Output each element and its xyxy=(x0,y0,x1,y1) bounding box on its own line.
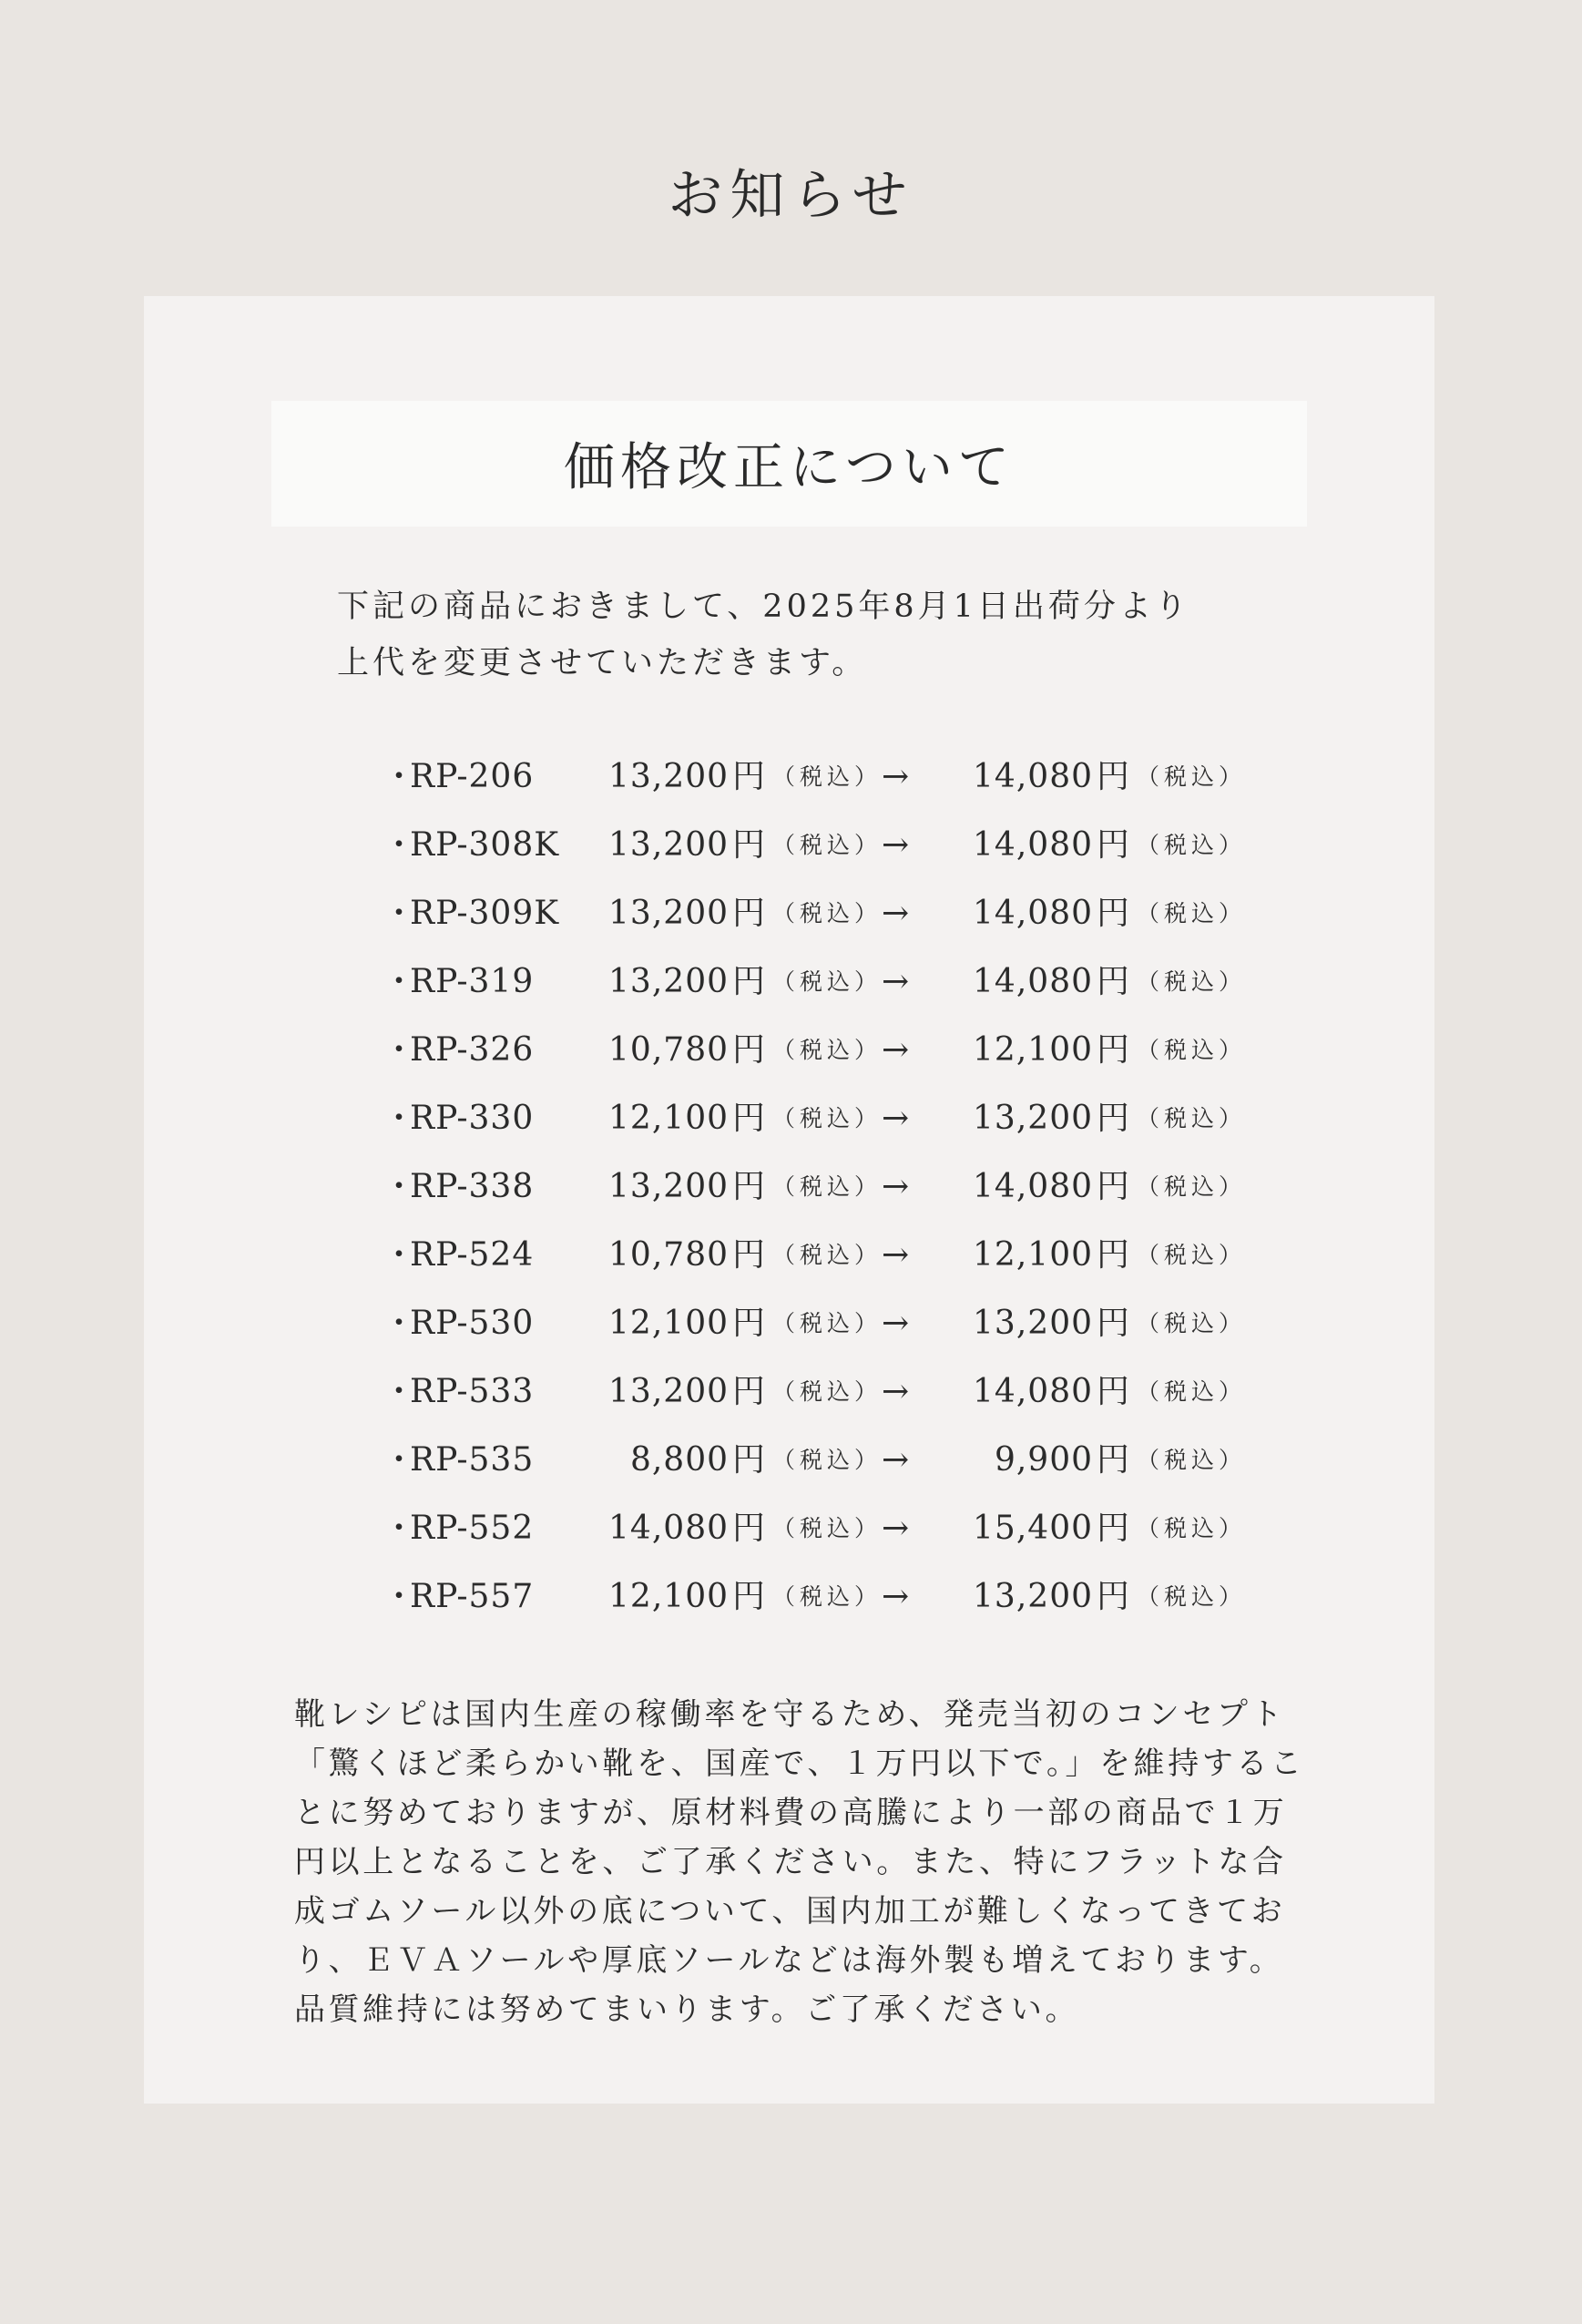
bullet: ・ xyxy=(383,1441,416,1479)
tax-label: （税込） xyxy=(772,832,883,858)
price-row xyxy=(383,742,1247,811)
yen-unit: 円 xyxy=(732,1441,766,1479)
intro-line: 下記の商品におきまして、2025年8月1日出荷分より xyxy=(337,589,1190,625)
new-price: 14,080 xyxy=(973,1168,1093,1205)
tax-label: （税込） xyxy=(1137,1378,1247,1405)
tax-label: （税込） xyxy=(772,1447,883,1473)
arrow-icon: → xyxy=(882,1510,910,1547)
bullet: ・ xyxy=(383,1168,416,1205)
new-price: 12,100 xyxy=(973,1031,1093,1069)
page-heading: お知らせ xyxy=(668,164,914,228)
old-price: 10,780 xyxy=(608,1031,729,1069)
old-price: 12,100 xyxy=(608,1100,729,1137)
product-code: RP-338 xyxy=(410,1168,535,1205)
product-code: RP-557 xyxy=(410,1578,535,1615)
arrow-icon: → xyxy=(882,1305,910,1342)
tax-label: （税込） xyxy=(772,1378,883,1405)
closing-text xyxy=(294,1690,1305,2034)
bullet: ・ xyxy=(383,758,416,795)
yen-unit: 円 xyxy=(1097,826,1130,864)
product-code: RP-330 xyxy=(410,1100,535,1137)
yen-unit: 円 xyxy=(1097,1100,1130,1137)
price-row xyxy=(383,879,1247,947)
product-code: RP-524 xyxy=(410,1236,535,1274)
tax-label: （税込） xyxy=(772,1310,883,1336)
yen-unit: 円 xyxy=(1097,1236,1130,1274)
product-code: RP-552 xyxy=(410,1510,535,1547)
intro-line: 上代を変更させていただきます。 xyxy=(337,645,868,681)
bullet: ・ xyxy=(383,1236,416,1274)
new-price: 14,080 xyxy=(973,1373,1093,1410)
price-row xyxy=(383,947,1247,1016)
price-row xyxy=(383,1289,1247,1357)
tax-label: （税込） xyxy=(1137,900,1247,927)
price-row xyxy=(383,1426,1247,1494)
price-change-list xyxy=(383,742,1247,1631)
product-code: RP-533 xyxy=(410,1373,535,1410)
closing-line: 品質維持には努めてまいります。ご了承ください。 xyxy=(294,1991,1080,2028)
bullet: ・ xyxy=(383,1578,416,1615)
card-title: 価格改正について xyxy=(564,438,1015,497)
price-row xyxy=(383,1016,1247,1084)
yen-unit: 円 xyxy=(732,1373,766,1410)
product-code: RP-308K xyxy=(410,826,560,864)
price-row xyxy=(383,1221,1247,1289)
product-code: RP-206 xyxy=(410,758,535,795)
yen-unit: 円 xyxy=(1097,963,1130,1000)
yen-unit: 円 xyxy=(1097,1168,1130,1205)
yen-unit: 円 xyxy=(732,1100,766,1137)
arrow-icon: → xyxy=(882,758,910,795)
bullet: ・ xyxy=(383,1031,416,1069)
new-price: 13,200 xyxy=(973,1305,1093,1342)
tax-label: （税込） xyxy=(772,763,883,790)
yen-unit: 円 xyxy=(1097,1510,1130,1547)
bullet: ・ xyxy=(383,1373,416,1410)
tax-label: （税込） xyxy=(1137,1515,1247,1541)
old-price: 13,200 xyxy=(608,963,729,1000)
tax-label: （税込） xyxy=(772,900,883,927)
bullet: ・ xyxy=(383,826,416,864)
closing-line: 成ゴムソール以外の底について、国内加工が難しくなってきてお xyxy=(294,1893,1286,1930)
arrow-icon: → xyxy=(882,1578,910,1615)
closing-line: とに努めておりますが、原材料費の高騰により一部の商品で１万 xyxy=(294,1795,1288,1831)
price-row xyxy=(383,1084,1247,1152)
price-row xyxy=(383,1152,1247,1221)
new-price: 14,080 xyxy=(973,895,1093,932)
old-price: 13,200 xyxy=(608,1373,729,1410)
closing-line: り、ＥＶＡソールや厚底ソールなどは海外製も増えております。 xyxy=(294,1942,1284,1979)
new-price: 14,080 xyxy=(973,758,1093,795)
price-row xyxy=(383,1494,1247,1562)
arrow-icon: → xyxy=(882,1168,910,1205)
yen-unit: 円 xyxy=(1097,758,1130,795)
product-code: RP-535 xyxy=(410,1441,535,1479)
yen-unit: 円 xyxy=(732,758,766,795)
old-price: 12,100 xyxy=(608,1305,729,1342)
new-price: 12,100 xyxy=(973,1236,1093,1274)
old-price: 14,080 xyxy=(608,1510,729,1547)
price-row xyxy=(383,1562,1247,1631)
arrow-icon: → xyxy=(882,1100,910,1137)
yen-unit: 円 xyxy=(732,963,766,1000)
arrow-icon: → xyxy=(882,826,910,864)
tax-label: （税込） xyxy=(1137,832,1247,858)
tax-label: （税込） xyxy=(1137,1173,1247,1200)
bullet: ・ xyxy=(383,1100,416,1137)
tax-label: （税込） xyxy=(772,1037,883,1063)
yen-unit: 円 xyxy=(1097,1441,1130,1479)
yen-unit: 円 xyxy=(732,1236,766,1274)
old-price: 13,200 xyxy=(608,826,729,864)
bullet: ・ xyxy=(383,895,416,932)
tax-label: （税込） xyxy=(1137,1310,1247,1336)
tax-label: （税込） xyxy=(772,968,883,995)
closing-line: 「驚くほど柔らかい靴を、国産で、１万円以下で。」を維持するこ xyxy=(294,1746,1305,1782)
tax-label: （税込） xyxy=(1137,1242,1247,1268)
tax-label: （税込） xyxy=(1137,1105,1247,1131)
tax-label: （税込） xyxy=(1137,968,1247,995)
bullet: ・ xyxy=(383,1510,416,1547)
tax-label: （税込） xyxy=(1137,763,1247,790)
product-code: RP-309K xyxy=(410,895,560,932)
yen-unit: 円 xyxy=(732,895,766,932)
new-price: 9,900 xyxy=(994,1441,1093,1479)
tax-label: （税込） xyxy=(772,1583,883,1610)
yen-unit: 円 xyxy=(732,1031,766,1069)
closing-line: 靴レシピは国内生産の稼働率を守るため、発売当初のコンセプト xyxy=(294,1696,1286,1733)
arrow-icon: → xyxy=(882,1236,910,1274)
arrow-icon: → xyxy=(882,1441,910,1479)
price-row xyxy=(383,1357,1247,1426)
card-title-box xyxy=(271,401,1307,527)
arrow-icon: → xyxy=(882,1031,910,1069)
new-price: 14,080 xyxy=(973,826,1093,864)
new-price: 15,400 xyxy=(973,1510,1093,1547)
new-price: 13,200 xyxy=(973,1578,1093,1615)
arrow-icon: → xyxy=(882,1373,910,1410)
tax-label: （税込） xyxy=(772,1105,883,1131)
tax-label: （税込） xyxy=(1137,1037,1247,1063)
yen-unit: 円 xyxy=(1097,1578,1130,1615)
yen-unit: 円 xyxy=(732,1305,766,1342)
tax-label: （税込） xyxy=(1137,1583,1247,1610)
notice-card xyxy=(144,296,1434,2104)
yen-unit: 円 xyxy=(732,1510,766,1547)
product-code: RP-530 xyxy=(410,1305,535,1342)
old-price: 13,200 xyxy=(608,895,729,932)
tax-label: （税込） xyxy=(772,1173,883,1200)
price-row xyxy=(383,811,1247,879)
old-price: 10,780 xyxy=(608,1236,729,1274)
old-price: 13,200 xyxy=(608,758,729,795)
tax-label: （税込） xyxy=(772,1242,883,1268)
old-price: 13,200 xyxy=(608,1168,729,1205)
yen-unit: 円 xyxy=(1097,895,1130,932)
tax-label: （税込） xyxy=(1137,1447,1247,1473)
old-price: 8,800 xyxy=(629,1441,729,1479)
product-code: RP-326 xyxy=(410,1031,535,1069)
product-code: RP-319 xyxy=(410,963,535,1000)
arrow-icon: → xyxy=(882,895,910,932)
yen-unit: 円 xyxy=(732,826,766,864)
tax-label: （税込） xyxy=(772,1515,883,1541)
new-price: 14,080 xyxy=(973,963,1093,1000)
new-price: 13,200 xyxy=(973,1100,1093,1137)
arrow-icon: → xyxy=(882,963,910,1000)
yen-unit: 円 xyxy=(1097,1305,1130,1342)
yen-unit: 円 xyxy=(732,1168,766,1205)
bullet: ・ xyxy=(383,1305,416,1342)
yen-unit: 円 xyxy=(1097,1031,1130,1069)
intro-text xyxy=(337,578,1302,691)
closing-line: 円以上となることを、ご了承ください。また、特にフラットな合 xyxy=(294,1844,1287,1880)
bullet: ・ xyxy=(383,963,416,1000)
yen-unit: 円 xyxy=(732,1578,766,1615)
yen-unit: 円 xyxy=(1097,1373,1130,1410)
old-price: 12,100 xyxy=(608,1578,729,1615)
